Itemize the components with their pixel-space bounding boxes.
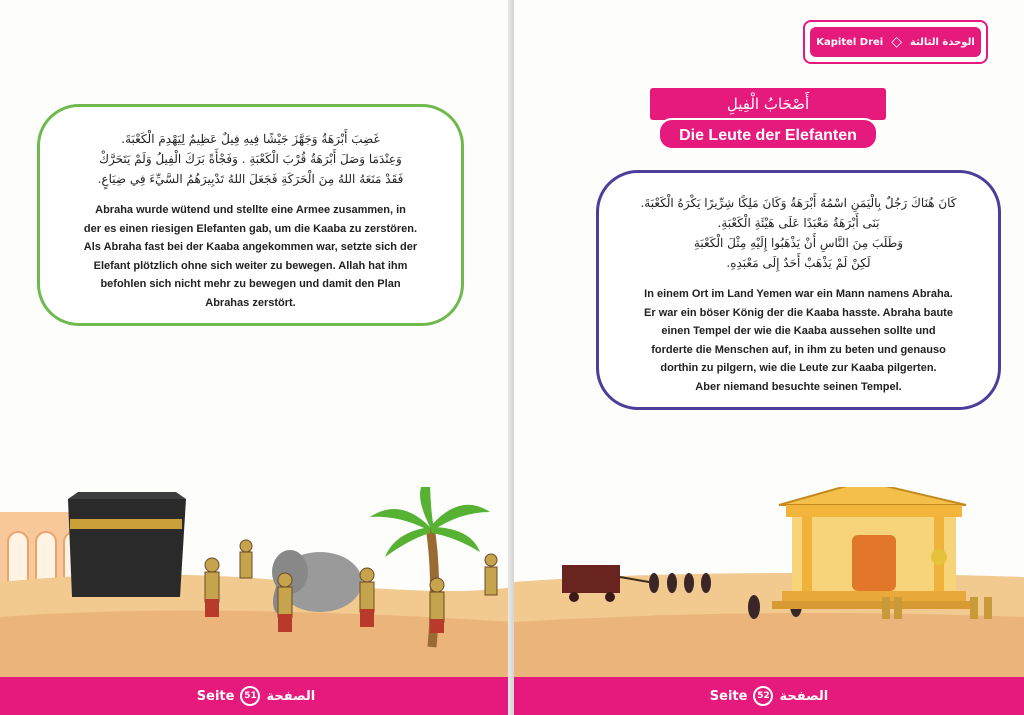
diamond-icon: ◇ bbox=[891, 34, 903, 50]
chapter-title-german: Die Leute der Elefanten bbox=[658, 118, 878, 150]
kaaba-army-illustration bbox=[0, 487, 512, 677]
seite-label: Seite bbox=[196, 688, 235, 704]
unit-label-german: Kapitel Drei bbox=[816, 36, 884, 48]
page-arabic-label: الصفحة bbox=[266, 688, 316, 704]
german-line: Als Abraha fast bei der Kaaba angekommen war, setzte sich der bbox=[83, 241, 418, 253]
temple-illustration bbox=[514, 487, 1024, 677]
unit-tab bbox=[803, 20, 988, 64]
arabic-line: غَضِبَ أَبْرَهَةُ وَجَهَّزَ جَيْشًا فِيهِ فِيلٌ عَظِيمٌ لِيَهْدِمَ الْكَعْبَةَ. bbox=[121, 132, 380, 146]
page-footer-left bbox=[0, 677, 512, 715]
page-footer-right bbox=[514, 677, 1024, 715]
german-line: Abraha wurde wütend und stellte eine Armee zusammen, in bbox=[95, 204, 406, 216]
arabic-line: بَنَى أَبْرَهَةُ مَعْبَدًا عَلَى هَيْئَةِ الْكَعْبَةِ. bbox=[717, 216, 880, 230]
story-card-right bbox=[596, 170, 1001, 410]
page-arabic-label: الصفحة bbox=[779, 688, 829, 704]
page-number-badge: 51 bbox=[240, 686, 260, 706]
german-line: Aber niemand besuchte seinen Tempel. bbox=[695, 380, 902, 393]
arabic-line: فَقَدْ مَنَعَهُ اللهُ مِنَ الْحَرَكَةِ فَجَعَلَ اللهُ تَدْبِيرَهُمُ السَّيِّءَ فِي ضِيَاعٍ. bbox=[97, 172, 404, 186]
seite-label: Seite bbox=[709, 688, 748, 704]
page-number-badge: 52 bbox=[753, 686, 773, 706]
german-line: Er war ein böser König der die Kaaba hasste. Abraha baute bbox=[644, 306, 953, 319]
right-page bbox=[514, 0, 1024, 715]
german-line: dorthin zu pilgern, wie die Leute zur Kaaba pilgerten. bbox=[660, 362, 937, 374]
german-line: Abrahas zerstört. bbox=[205, 296, 296, 309]
arabic-line: وَطَلَبَ مِنَ النَّاسِ أَنْ يَذْهَبُوا إِلَيْهِ مِثْلَ الْكَعْبَةِ bbox=[693, 236, 904, 250]
unit-label-arabic: الوحدة الثالثة bbox=[910, 36, 975, 48]
arabic-text-block bbox=[639, 193, 958, 273]
arabic-line: وَعِنْدَمَا وَصَلَ أَبْرَهَةُ قُرْبَ الْكَعْبَةِ . وَفَجْأَةً بَرَكَ الْفِيلُ وَلَمْ يَتَحَرَّكْ bbox=[99, 152, 402, 166]
chapter-title-banner bbox=[650, 88, 886, 152]
german-line: Elefant plötzlich ohne sich weiter zu bewegen. Allah hat ihm bbox=[93, 259, 408, 272]
german-line: einen Tempel der wie die Kaaba aussehen sollte und bbox=[661, 325, 936, 337]
german-line: forderte die Menschen auf, in ihm zu beten und genauso bbox=[651, 343, 946, 356]
arabic-text-block bbox=[80, 129, 421, 189]
german-text-block bbox=[60, 201, 441, 312]
arabic-line: لَكِنْ لَمْ يَذْهَبْ أَحَدٌ إِلَى مَعْبَدِهِ. bbox=[726, 256, 871, 270]
arabic-line: كَانَ هُنَاكَ رَجُلٌ بِالْيَمَنِ اسْمُهُ أَبْرَهَةُ وَكَانَ مَلِكًا شِرِّيرًا يَكْرَهُ الْكَعْبَةَ. bbox=[640, 196, 957, 210]
german-text-block bbox=[619, 285, 978, 396]
german-line: der es einen riesigen Elefanten gab, um die Kaaba zu zerstören. bbox=[83, 222, 418, 235]
story-card-left bbox=[37, 104, 464, 326]
german-line: befohlen sich nicht mehr zu bewegen und damit den Plan bbox=[100, 278, 401, 290]
german-line: In einem Ort im Land Yemen war ein Mann namens Abraha. bbox=[644, 288, 953, 300]
chapter-title-arabic: أَصْحَابُ الْفِيلِ bbox=[650, 88, 886, 120]
